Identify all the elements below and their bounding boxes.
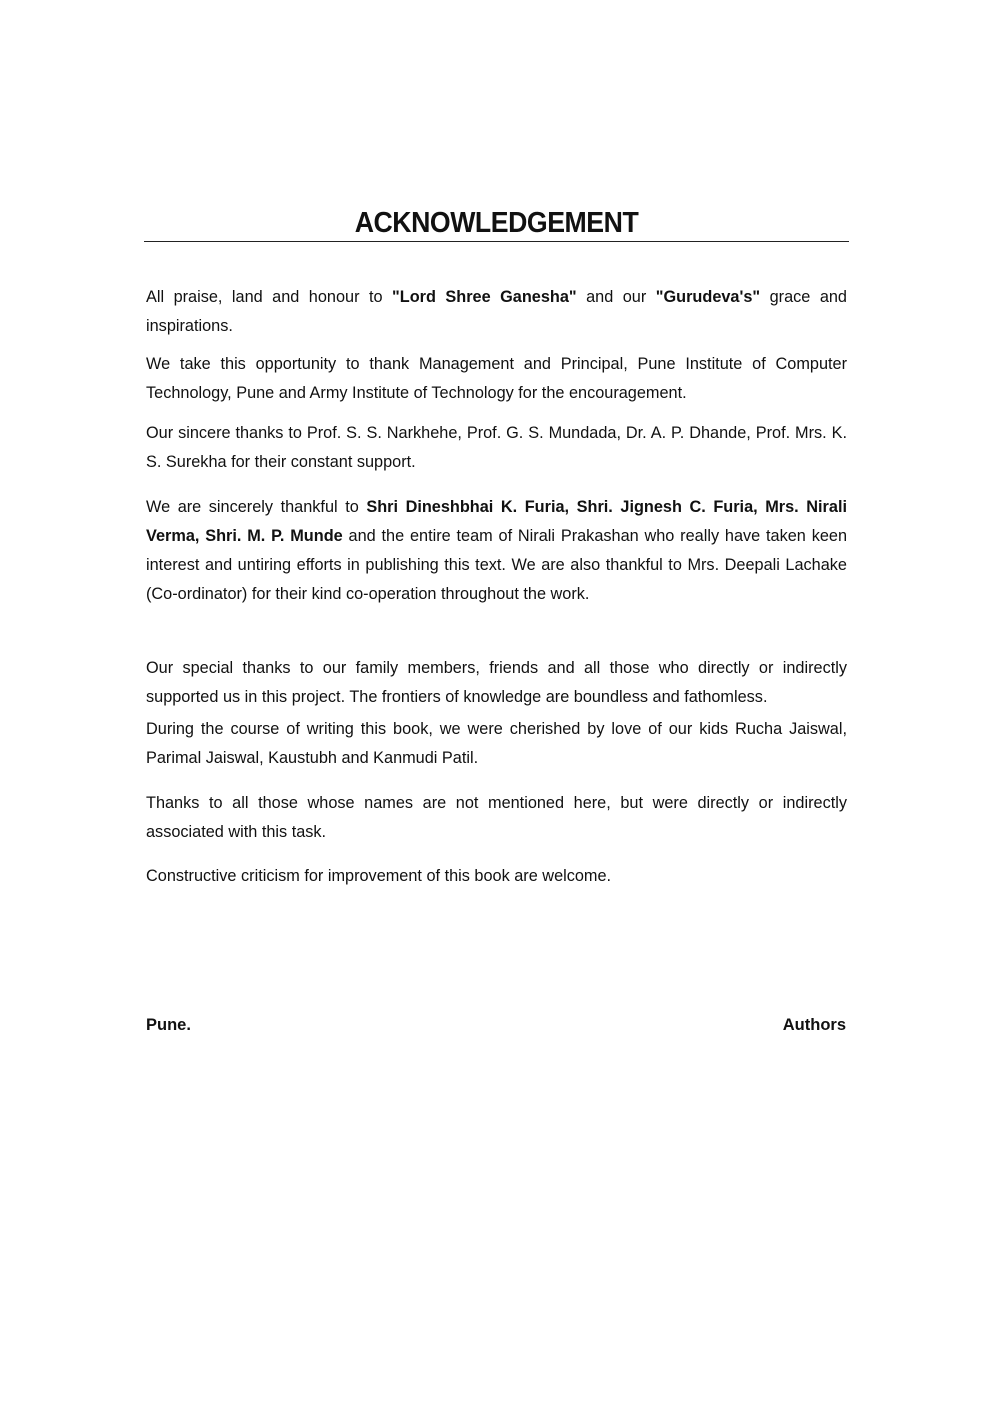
footer-signature: Authors <box>782 1016 846 1034</box>
bold-name: "Gurudeva's" <box>655 288 761 306</box>
page-title: ACKNOWLEDGEMENT <box>354 207 639 239</box>
paragraph-publisher-thanks <box>146 493 847 609</box>
paragraph-text: All praise, land and honour to <box>146 288 393 306</box>
paragraph-text: and the entire team of Nirali Prakashan who really have taken keen interest and untiring efforts in publishing this text. We are also thankful to Mrs. Deepali Lachake (Co-ordinator) for their kind co-operation throughout the work. <box>146 527 847 603</box>
paragraph-unnamed-thanks: Thanks to all those whose names are not mentioned here, but were directly or indirectly associated with this task. <box>146 794 847 841</box>
paragraph-text: grace and inspirations. <box>146 288 847 335</box>
paragraph-kids: During the course of writing this book, we were cherished by love of our kids Rucha Jaiswal, Parimal Jaiswal, Kaustubh and Kanmudi Patil. <box>146 720 847 767</box>
bold-names: Shri Dineshbhai K. Furia, Shri. Jignesh C. Furia, Mrs. Nirali Verma, Shri. M. P. Munde <box>146 498 847 545</box>
paragraph-praise <box>146 283 847 341</box>
paragraph-family-thanks: Our special thanks to our family members, friends and all those who directly or indirectly supported us in this project. The frontiers of knowledge are boundless and fathomless. <box>146 659 847 706</box>
paragraph-management-thanks: We take this opportunity to thank Management and Principal, Pune Institute of Computer Technology, Pune and Army Institute of Technology for the encouragement. <box>146 355 847 402</box>
paragraph-text: and our <box>576 288 656 306</box>
bold-name: "Lord Shree Ganesha" <box>392 288 577 306</box>
footer-place: Pune. <box>146 1016 191 1034</box>
paragraph-text: We are sincerely thankful to <box>146 498 367 516</box>
paragraph-criticism: Constructive criticism for improvement of this book are welcome. <box>146 867 612 885</box>
paragraph-professors-thanks: Our sincere thanks to Prof. S. S. Narkhehe, Prof. G. S. Mundada, Dr. A. P. Dhande, Prof. Mrs. K. S. Surekha for their constant support. <box>146 424 847 471</box>
title-underline <box>144 241 849 242</box>
